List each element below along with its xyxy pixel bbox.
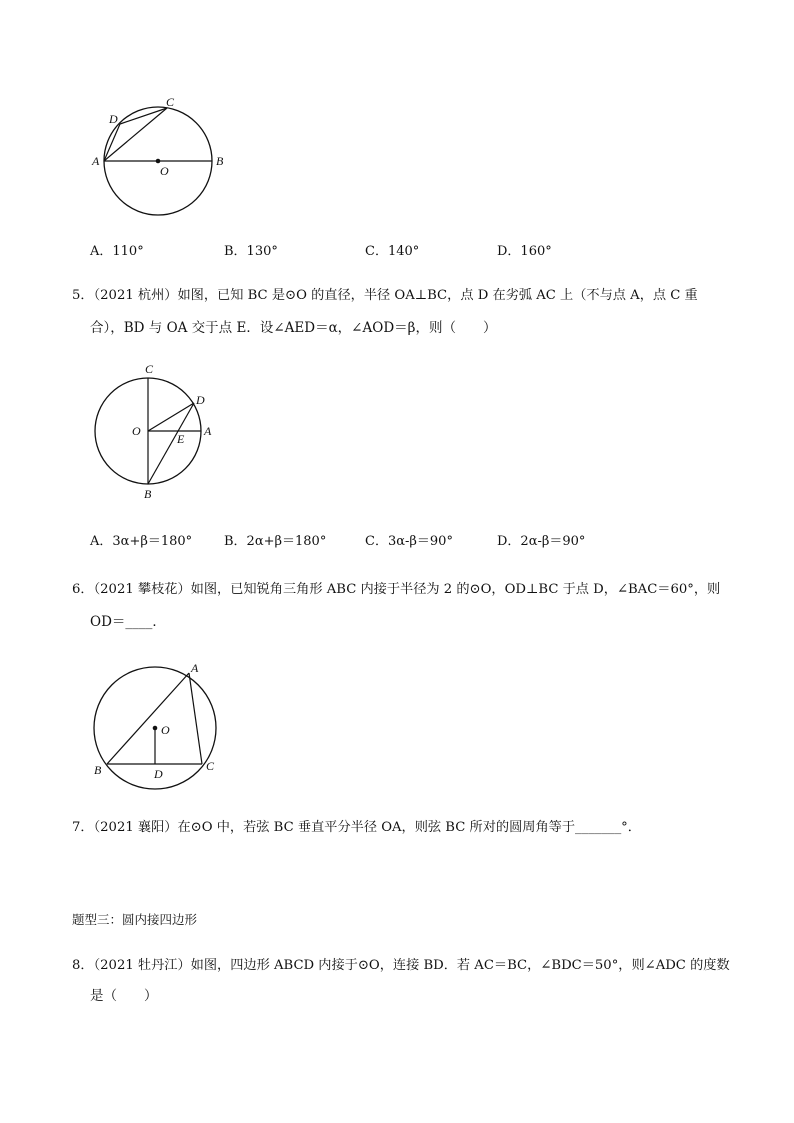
q4-option-b: B．130° [224,244,278,259]
q5-segment-od [148,403,194,431]
q5-label-c: C [145,362,154,376]
q4-label-b: B [216,154,224,168]
q5-label-d: D [196,393,205,407]
q6-stem-line2: OD＝____． [90,614,166,630]
q6-label-c: C [206,759,215,773]
q5-figure [88,358,238,508]
q4-label-a: A [92,154,100,168]
q8-stem-line2: 是（ ） [90,988,158,1004]
q6-center-dot [153,726,158,731]
q5-chord-bd [148,403,194,484]
q5-label-b: B [144,487,152,501]
q4-label-d: D [109,112,118,126]
q6-stem-line1: 6．（2021 攀枝花）如图，已知锐角三角形 ABC 内接于半径为 2 的⊙O，OD⊥BC 于点 D，∠BAC＝60°，则 [72,582,721,597]
q5-option-a: A．3α+β＝180° [90,534,193,549]
q6-figure [88,655,238,795]
q5-label-a: A [204,424,212,438]
q4-chord-ad [104,124,120,161]
q5-stem-line2: 合），BD 与 OA 交于点 E．设∠AED＝α，∠AOD＝β，则（ ） [90,320,497,336]
q5-option-c: C．3α-β＝90° [365,534,453,549]
q6-label-a: A [191,661,199,675]
q6-side-ab [107,673,189,764]
q5-label-o: O [132,424,141,438]
q7-stem-line1: 7．（2021 襄阳）在⊙O 中，若弦 BC 垂直平分半径 OA，则弦 BC 所对的圆周角等于_______°． [72,820,641,835]
section-heading: 题型三：圆内接四边形 [72,912,198,927]
q5-option-b: B．2α+β＝180° [224,534,327,549]
q6-label-o: O [161,723,170,737]
q5-label-e: E [177,432,185,446]
q8-stem-line1: 8．（2021 牡丹江）如图，四边形 ABCD 内接于⊙O，连接 BD．若 AC＝BC，∠BDC＝50°，则∠ADC 的度数 [72,958,730,973]
q4-option-d: D．160° [497,244,552,259]
q6-label-b: B [94,763,102,777]
q4-option-c: C．140° [365,244,420,259]
q4-figure [88,95,238,225]
q4-option-a: A．110° [90,244,144,259]
q4-label-o: O [160,164,169,178]
q5-option-d: D．2α-β＝90° [497,534,586,549]
q5-stem-line1: 5．（2021 杭州）如图，已知 BC 是⊙O 的直径，半径 OA⊥BC，点 D 在劣弧 AC 上（不与点 A，点 C 重 [72,288,698,303]
q4-label-c: C [166,95,175,109]
q6-label-d: D [154,767,163,781]
q4-center-dot [156,159,161,164]
